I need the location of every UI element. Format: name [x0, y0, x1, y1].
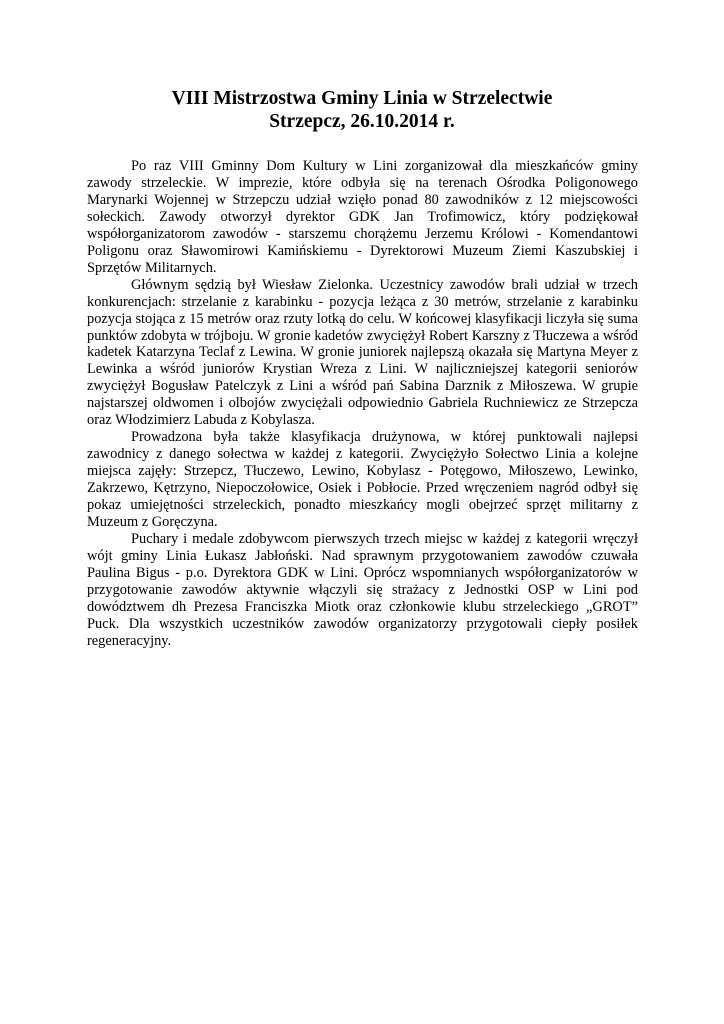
document-body — [87, 158, 638, 650]
document-subtitle: Strzepcz, 26.10.2014 r. — [269, 111, 455, 132]
document-title: VIII Mistrzostwa Gminy Linia w Strzelectwie — [171, 88, 553, 109]
paragraph-4: Puchary i medale zdobywcom pierwszych trzech miejsc w każdej z kategorii wręczył wójt gminy Linia Łukasz Jabłoński. Nad sprawnym przygotowaniem zawodów czuwała Paulina Bigus - p.o. Dyrektora GDK w Lini. Oprócz wspomnianych współorganizatorów w przygotowanie zawodów aktywnie włączyli się strażacy z Jednostki OSP w Lini pod dowództwem dh Prezesa Franciszka Miotk oraz członkowie klubu strzeleckiego „GROT” Puck. Dla wszystkich uczestników zawodów organizatorzy przygotowali ciepły posiłek regeneracyjny. — [87, 530, 638, 649]
paragraph-3: Prowadzona była także klasyfikacja drużynowa, w której punktowali najlepsi zawodnicy z danego sołectwa w każdej z kategorii. Zwyciężyło Sołectwo Linia a kolejne miejsca zajęły: Strzepcz, Tłuczewo, Lewino, Kobylasz - Potęgowo, Miłoszewo, Lewinko, Zakrzewo, Kętrzyno, Niepoczołowice, Osiek i Pobłocie. Przed wręczeniem nagród odbył się pokaz umiejętności strzeleckich, ponadto mieszkańcy mogli obejrzeć sprzęt militarny z Muzeum z Goręczyna. — [87, 429, 638, 531]
title-block — [86, 87, 638, 133]
paragraph-1: Po raz VIII Gminny Dom Kultury w Lini zorganizował dla mieszkańców gminy zawody strzeleckie. W imprezie, które odbyła się na terenach Ośrodka Poligonowego Marynarki Wojennej w Strzepczu udział wzięło ponad 80 zawodników z 12 miejscowości sołeckich. Zawody otworzył dyrektor GDK Jan Trofimowicz, który podziękował współorganizatorom zawodów - starszemu chorążemu Jerzemu Królowi - Komendantowi Poligonu oraz Sławomirowi Kamińskiemu - Dyrektorowi Muzeum Ziemi Kaszubskiej i Sprzętów Militarnych. — [87, 158, 638, 276]
paragraph-2: Głównym sędzią był Wiesław Zielonka. Uczestnicy zawodów brali udział w trzech konkurencjach: strzelanie z karabinku - pozycja leżąca z 30 metrów, strzelanie z karabinku pozycja stojąca z 15 metrów oraz rzuty lotką do celu. W końcowej klasyfikacji liczyła się suma punktów zdobyta w trójboju. W gronie kadetów zwyciężył Robert Karszny z Tłuczewa a wśród kadetek Katarzyna Teclaf z Lewina. W gronie juniorek najlepszą okazała się Martyna Meyer z Lewinka a wśród juniorów Krystian Wreza z Lini. W najliczniejszej kategorii seniorów zwyciężył Bogusław Patelczyk z Lini a wśród pań Sabina Darznik z Miłoszewa. W grupie najstarszej oldwomen i olbojów zwyciężali odpowiednio Gabriela Ruchniewicz ze Strzepcza oraz Włodzimierz Labuda z Kobylasza. — [87, 276, 638, 429]
